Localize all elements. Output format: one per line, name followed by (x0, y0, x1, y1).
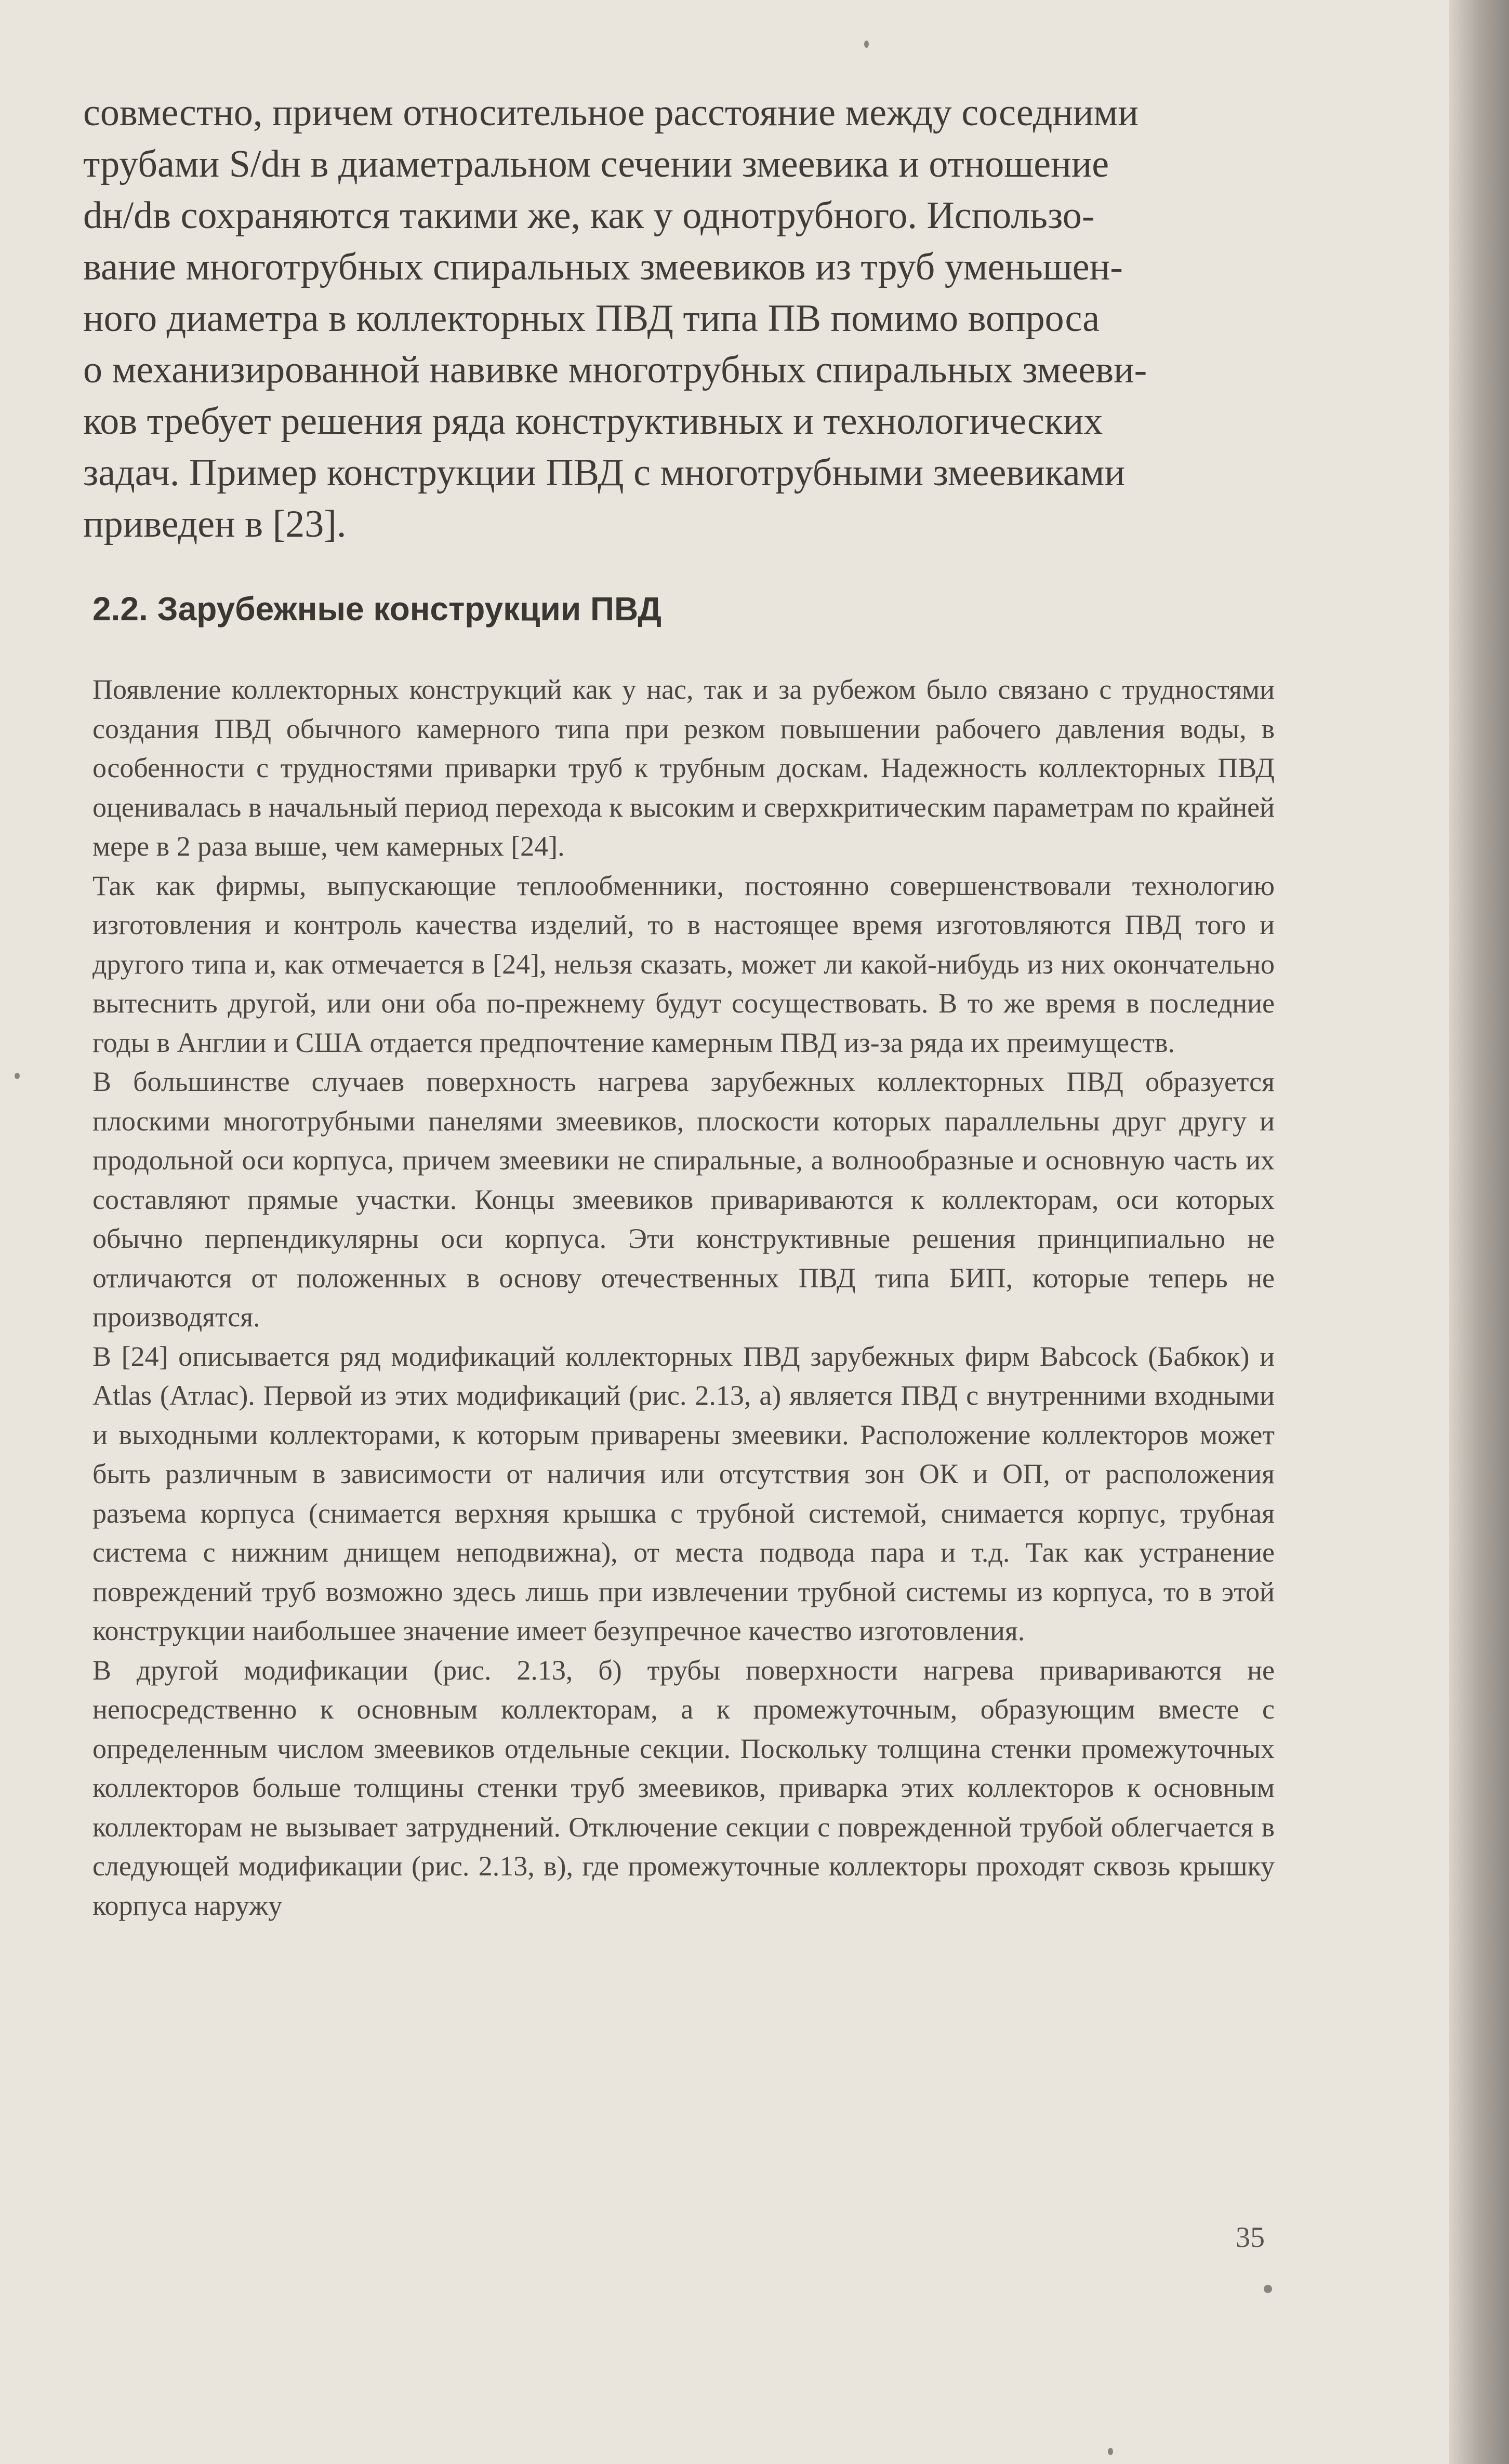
intro-line: о механизированной навивке многотрубных спиральных змееви- (83, 349, 1147, 391)
intro-line: трубами S/dн в диаметральном сечении змеевика и отношение (83, 143, 1109, 185)
intro-line: ков требует решения ряда конструктивных и технологических (83, 400, 1103, 443)
intro-line: вание многотрубных спиральных змеевиков из труб уменьшен- (83, 246, 1123, 288)
body-paragraph: Появление коллекторных конструкций как у нас, так и за рубежом было связано с трудностями создания ПВД обычного камерного типа при резком повышении рабочего давления воды, в особенности с трудностями приварки труб к трубным доскам. Надежность коллекторных ПВД оценивалась в начальный период перехода к высоким и сверхкритическим параметрам по крайней мере в 2 раза выше, чем камерных [24]. (92, 674, 1275, 862)
scan-speck (864, 41, 869, 48)
scan-speck (1264, 2285, 1272, 2293)
body-paragraph: В [24] описывается ряд модификаций коллекторных ПВД зарубежных фирм Babcock (Бабкок) и Atlas (Атлас). Первой из этих модификаций (рис. 2.13, а) является ПВД с внутренними входными и выходными коллекторами, к которым приварены змеевики. Расположение коллекторов может быть различным в зависимости от наличия или отсутствия зон ОК и ОП, от расположения разъема корпуса (снимается верхняя крышка с трубной системой, снимается корпус, трубная система с нижним днищем неподвижна), от места подвода пара и т.д. Так как устранение повреждений труб возможно здесь лишь при извлечении трубной системы из корпуса, то в этой конструкции наибольшее значение имеет безупречное качество изготовления. (92, 1340, 1275, 1646)
section-body (92, 670, 1275, 1925)
body-paragraph: В другой модификации (рис. 2.13, б) трубы поверхности нагрева привариваются не непосредственно к основным коллекторам, а к промежуточным, образующим вместе с определенным числом змеевиков отдельные секции. Поскольку толщина стенки промежуточных коллекторов больше толщины стенки труб змеевиков, приварка этих коллекторов к основным коллекторам не вызывает затруднений. Отключение секции с поврежденной трубой облегчается в следующей модификации (рис. 2.13, в), где промежуточные коллекторы проходят сквозь крышку корпуса наружу (92, 1654, 1275, 1921)
body-paragraph: В большинстве случаев поверхность нагрева зарубежных коллекторных ПВД образуется плоскими многотрубными панелями змеевиков, плоскости которых параллельны друг другу и продольной оси корпуса, причем змеевики не спиральные, а волнообразные и основную часть их составляют прямые участки. Концы змеевиков привариваются к коллекторам, оси которых обычно перпендикулярны оси корпуса. Эти конструктивные решения принципиально не отличаются от положенных в основу отечественных ПВД типа БИП, которые теперь не производятся. (92, 1066, 1275, 1333)
page-edge-shadow (1449, 0, 1509, 2464)
section-heading: 2.2. Зарубежные конструкции ПВД (92, 590, 661, 628)
intro-paragraph (83, 87, 1273, 550)
scan-speck (15, 1073, 20, 1079)
intro-line: dн/dв сохраняются такими же, как у однотрубного. Использо- (83, 194, 1095, 237)
body-paragraph: Так как фирмы, выпускающие теплообменники, постоянно совершенствовали технологию изготовления и контроль качества изделий, то в настоящее время изготовляются ПВД того и другого типа и, как отмечается в [24], нельзя сказать, может ли какой-нибудь из них окончательно вытеснить другой, или они оба по-прежнему будут сосуществовать. В то же время в последние годы в Англии и США отдается предпочтение камерным ПВД из-за ряда их преимуществ. (92, 870, 1275, 1058)
intro-line: задач. Пример конструкции ПВД с многотрубными змеевиками (83, 451, 1126, 494)
intro-line: приведен в [23]. (83, 503, 347, 545)
intro-line: ного диаметра в коллекторных ПВД типа ПВ помимо вопроса (83, 297, 1100, 340)
page-number: 35 (1236, 2221, 1265, 2254)
scan-speck (1108, 2448, 1113, 2455)
intro-line: совместно, причем относительное расстояние между соседними (83, 91, 1139, 134)
